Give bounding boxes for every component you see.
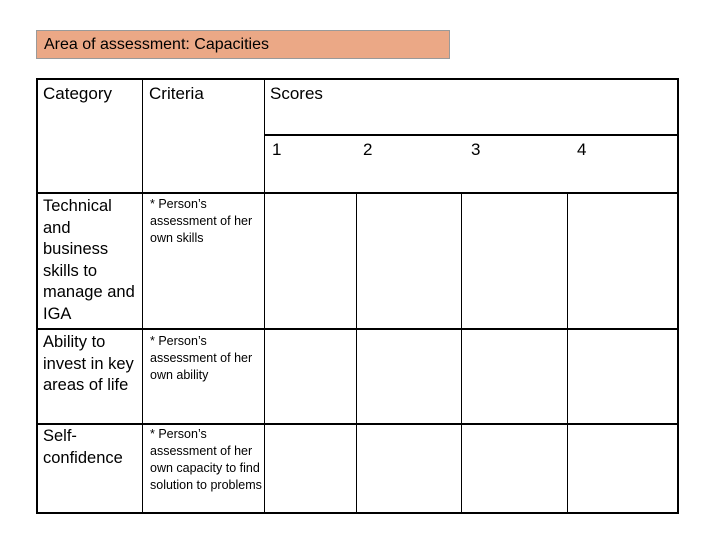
assessment-area-banner: Area of assessment: Capacities [36,30,450,59]
criteria-cell: * Person’s assessment of her own skills [150,197,253,245]
table-border-top [36,78,679,80]
column-divider-line [142,78,143,514]
score-column-divider [567,192,568,514]
header-bottom-line [36,192,679,194]
category-header: Category [43,84,112,103]
score-column-divider [356,192,357,514]
scores-header: Scores [270,84,323,103]
scores-divider-line [264,134,679,136]
row-divider-line [36,423,679,425]
criteria-header: Criteria [149,84,204,103]
score-level-2: 2 [363,140,373,159]
category-cell: Self-confidence [43,427,123,467]
category-cell: Ability to invest in key areas of life [43,333,134,394]
score-level-3: 3 [471,140,481,159]
table-border-left [36,78,38,514]
column-divider-line [264,78,265,514]
criteria-cell: * Person’s assessment of her own ability [150,334,253,382]
table-border-bottom [36,512,679,514]
category-cell: Technical and business skills to manage and IGA [43,197,135,323]
criteria-cell: * Person’s assessment of her own capacity to find solution to problems [150,427,262,492]
score-level-4: 4 [577,140,587,159]
row-divider-line [36,328,679,330]
assessment-table [36,78,679,514]
score-column-divider [461,192,462,514]
score-level-1: 1 [272,140,282,159]
table-border-right [677,78,679,514]
